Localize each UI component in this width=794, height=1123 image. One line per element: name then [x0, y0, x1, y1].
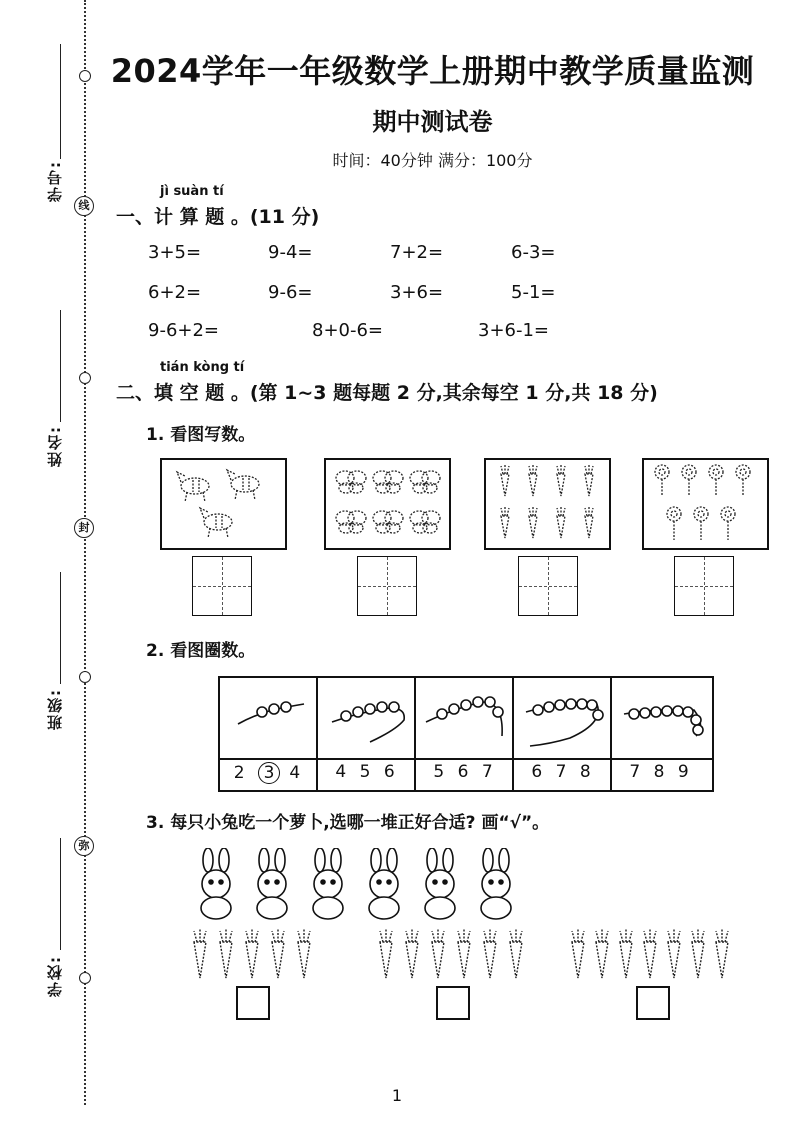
name-line — [60, 310, 61, 422]
calc-item: 9-6= — [268, 282, 313, 303]
school-label: 学校: — [46, 955, 64, 997]
calc-item: 9-6+2= — [148, 320, 220, 341]
number-option[interactable]: 7 — [555, 762, 571, 782]
number-option[interactable]: 5 — [359, 762, 375, 782]
answer-grid-box[interactable] — [357, 556, 417, 616]
answer-grid-box[interactable] — [192, 556, 252, 616]
fold-mark-mi: 弥 — [74, 836, 94, 856]
bead-number-options[interactable] — [416, 762, 514, 782]
time-score-info: 时间：40分钟 满分：100分 — [332, 151, 533, 170]
calc-item: 8+0-6= — [312, 320, 384, 341]
bead-counting-table — [218, 676, 714, 792]
picture-frame-zebras — [160, 458, 287, 550]
student-id-line — [60, 44, 61, 159]
number-option[interactable]: 5 — [433, 762, 449, 782]
carrot-icon — [486, 460, 609, 548]
circled-number[interactable]: 3 — [258, 762, 280, 784]
answer-checkbox[interactable] — [636, 986, 670, 1020]
rabbit-icon — [190, 848, 540, 924]
exam-title: 2024学年一年级数学上册期中教学质量监测 — [110, 52, 755, 90]
number-option[interactable]: 7 — [629, 762, 645, 782]
zebra-icon — [162, 460, 285, 548]
school-line — [60, 838, 61, 950]
picture-frame-carrots — [484, 458, 611, 550]
number-option[interactable]: 4 — [289, 763, 305, 783]
number-option[interactable]: 8 — [653, 762, 669, 782]
page-number: 1 — [391, 1086, 403, 1105]
binding-hole — [79, 671, 91, 683]
name-label: 姓名: — [46, 425, 64, 467]
fold-mark-xian: 线 — [74, 196, 94, 216]
question3-label: 3. 每只小兔吃一个萝卜,选哪一堆正好合适? 画“√”。 — [146, 813, 550, 833]
binding-hole — [79, 70, 91, 82]
calc-item: 6-3= — [511, 242, 556, 263]
bead-number-options[interactable] — [318, 762, 416, 782]
calc-item: 3+6= — [390, 282, 444, 303]
question2-label: 2. 看图圈数。 — [146, 641, 256, 661]
calc-item: 6+2= — [148, 282, 202, 303]
answer-grid-box[interactable] — [518, 556, 578, 616]
class-label: 班级: — [46, 688, 64, 730]
section2-heading: 二、填 空 题 。(第 1~3 题每题 2 分,其余每空 1 分,共 18 分) — [116, 382, 658, 404]
calc-item: 5-1= — [511, 282, 556, 303]
exam-subtitle: 期中测试卷 — [372, 108, 493, 136]
binding-hole — [79, 372, 91, 384]
section1-heading: 一、计 算 题 。(11 分) — [116, 206, 320, 228]
calc-item: 9-4= — [268, 242, 313, 263]
butterfly-icon — [326, 460, 449, 548]
picture-frame-lollipops — [642, 458, 769, 550]
bead-number-options[interactable] — [220, 762, 318, 784]
bead-number-options[interactable] — [612, 762, 710, 782]
binding-hole — [79, 972, 91, 984]
number-option[interactable]: 2 — [233, 763, 249, 783]
bead-number-options[interactable] — [514, 762, 612, 782]
number-option[interactable]: 6 — [531, 762, 547, 782]
fold-mark-feng: 封 — [74, 518, 94, 538]
question1-label: 1. 看图写数。 — [146, 425, 256, 445]
carrot-icon — [188, 928, 748, 980]
calc-item: 3+5= — [148, 242, 202, 263]
number-option[interactable]: 7 — [481, 762, 497, 782]
number-option[interactable]: 6 — [383, 762, 399, 782]
section1-pinyin: jì suàn tí — [160, 184, 224, 199]
calc-item: 7+2= — [390, 242, 444, 263]
answer-checkbox[interactable] — [236, 986, 270, 1020]
student-id-label: 学号: — [46, 160, 64, 202]
picture-frame-butterflies — [324, 458, 451, 550]
bead-strings — [220, 678, 712, 758]
lollipop-icon — [644, 460, 767, 548]
answer-checkbox[interactable] — [436, 986, 470, 1020]
calc-item: 3+6-1= — [478, 320, 550, 341]
number-option[interactable]: 8 — [579, 762, 595, 782]
number-option[interactable]: 9 — [677, 762, 693, 782]
binding-dotted-line — [84, 0, 86, 1105]
answer-grid-box[interactable] — [674, 556, 734, 616]
number-option[interactable]: 6 — [457, 762, 473, 782]
number-option[interactable]: 4 — [335, 762, 351, 782]
section2-pinyin: tián kòng tí — [160, 360, 245, 375]
class-line — [60, 572, 61, 684]
